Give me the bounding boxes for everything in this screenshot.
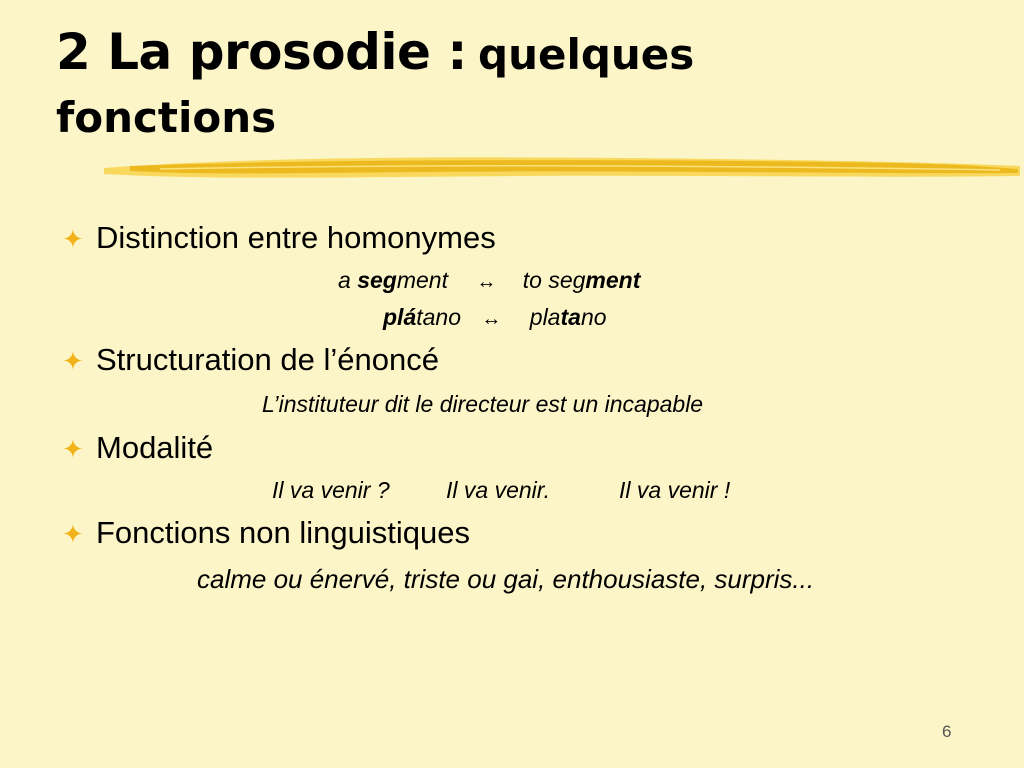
left-right-arrow-icon: ↔	[481, 308, 502, 330]
example-segment: a segment ↔ to segment	[338, 267, 641, 293]
left-right-arrow-icon: ↔	[476, 271, 497, 293]
four-pointed-star-icon: ✦	[62, 434, 84, 464]
bullet-modality: ✦ Modalité	[62, 430, 214, 465]
title-main: 2 La prosodie :	[56, 23, 467, 81]
bullet-nonlinguistic: ✦ Fonctions non linguistiques	[62, 515, 470, 550]
brush-underline	[100, 148, 1024, 188]
example-nonlinguistic: calme ou énervé, triste ou gai, enthousiaste, surpris...	[197, 564, 815, 594]
example-modality-exclamation: Il va venir !	[619, 477, 731, 503]
page-number: 6	[942, 722, 952, 741]
bullet-homonyms: ✦ Distinction entre homonymes	[62, 220, 496, 255]
example-modality-question: Il va venir ?	[272, 477, 390, 503]
four-pointed-star-icon: ✦	[62, 519, 84, 549]
title-line2: fonctions	[56, 93, 277, 142]
slide-title	[56, 22, 956, 151]
bullet-structuring: ✦ Structuration de l’énoncé	[62, 342, 439, 377]
four-pointed-star-icon: ✦	[62, 346, 84, 376]
four-pointed-star-icon: ✦	[62, 224, 84, 254]
example-structuring: L’instituteur dit le directeur est un incapable	[262, 391, 704, 417]
example-platano: plátano ↔ platano	[383, 304, 607, 330]
title-sub: quelques	[478, 30, 695, 79]
example-modality-statement: Il va venir.	[446, 477, 550, 503]
